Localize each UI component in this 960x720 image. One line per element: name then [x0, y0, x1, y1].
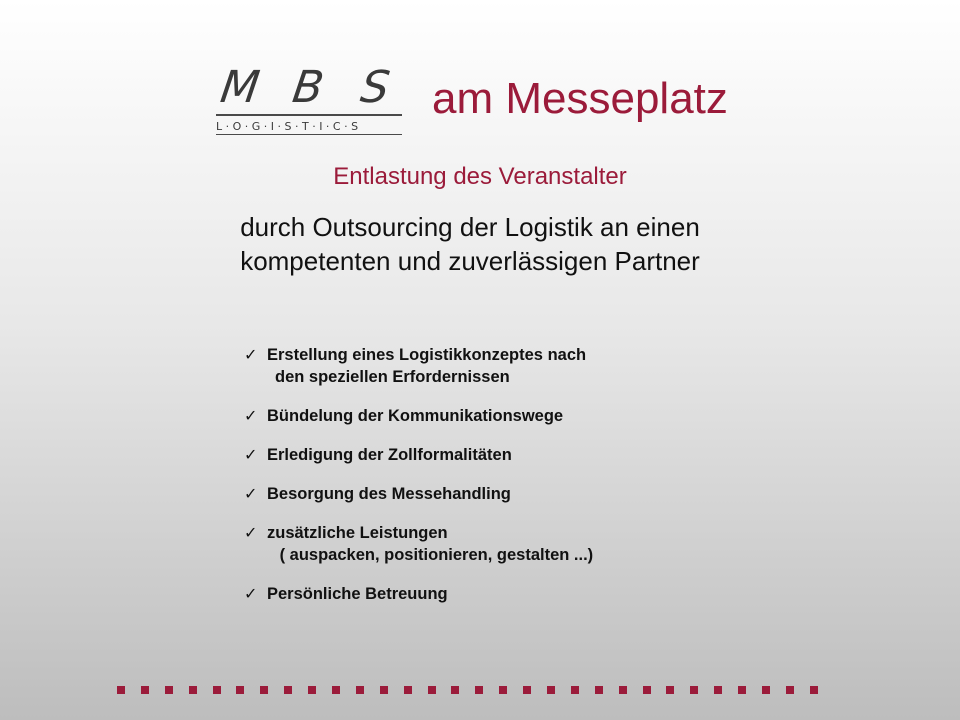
logo-letter-s: S	[357, 62, 393, 113]
decorative-dot	[165, 686, 173, 694]
logo-rule-bottom	[216, 134, 402, 135]
decorative-dot	[141, 686, 149, 694]
page-subtitle: Entlastung des Veranstalter	[333, 163, 627, 190]
decorative-dot	[762, 686, 770, 694]
decorative-dot	[260, 686, 268, 694]
feature-label: Persönliche Betreuung	[267, 585, 448, 603]
decorative-dot	[523, 686, 531, 694]
checkmark-icon: ✓	[244, 523, 258, 542]
checkmark-icon: ✓	[244, 484, 258, 503]
decorative-dot	[213, 686, 221, 694]
decorative-dot	[690, 686, 698, 694]
decorative-dot	[189, 686, 197, 694]
decorative-dot	[499, 686, 507, 694]
feature-detail: ( auspacken, positionieren, gestalten ...)	[275, 546, 594, 564]
logo-tagline: L · O · G · I · S · T · I · C · S	[216, 120, 359, 133]
checkmark-icon: ✓	[244, 406, 258, 425]
feature-label: Erledigung der Zollformalitäten	[267, 446, 512, 464]
decorative-dot	[714, 686, 722, 694]
checkmark-icon: ✓	[244, 584, 258, 603]
checkmark-icon: ✓	[244, 445, 258, 464]
decorative-dot	[428, 686, 436, 694]
decorative-dot	[404, 686, 412, 694]
feature-item	[244, 583, 804, 605]
intro-line-1: durch Outsourcing der Logistik an einen	[240, 212, 700, 242]
decorative-dot	[666, 686, 674, 694]
feature-label: zusätzliche Leistungen	[267, 524, 448, 542]
logo-letter-m: M	[217, 62, 263, 113]
decorative-dot	[643, 686, 651, 694]
feature-item	[244, 444, 804, 466]
decorative-dot	[380, 686, 388, 694]
decorative-dot	[356, 686, 364, 694]
logo-letters	[210, 62, 405, 113]
intro-text	[0, 210, 940, 278]
decorative-dot	[284, 686, 292, 694]
decorative-dot	[308, 686, 316, 694]
logo-letter-b: B	[288, 62, 327, 113]
feature-item	[244, 405, 804, 427]
decorative-dot	[619, 686, 627, 694]
page-title: am Messeplatz	[432, 74, 728, 123]
feature-list	[244, 344, 804, 622]
feature-item	[244, 483, 804, 505]
decorative-dot	[117, 686, 125, 694]
feature-item	[244, 344, 804, 388]
decorative-dot	[786, 686, 794, 694]
decorative-dot	[451, 686, 459, 694]
decorative-dot	[810, 686, 818, 694]
checkmark-icon: ✓	[244, 345, 258, 364]
feature-label: Erstellung eines Logistikkonzeptes nach	[267, 346, 587, 364]
decorative-dot	[236, 686, 244, 694]
decorative-dot	[547, 686, 555, 694]
feature-label: Besorgung des Messehandling	[267, 485, 511, 503]
decorative-dot	[738, 686, 746, 694]
feature-detail: den speziellen Erfordernissen	[275, 368, 510, 386]
intro-line-2: kompetenten und zuverlässigen Partner	[240, 246, 700, 276]
decorative-dot-row	[117, 686, 837, 696]
feature-item	[244, 522, 804, 566]
decorative-dot	[332, 686, 340, 694]
decorative-dot	[475, 686, 483, 694]
mbs-logistics-logo	[210, 62, 405, 136]
decorative-dot	[571, 686, 579, 694]
feature-label: Bündelung der Kommunikationswege	[267, 407, 564, 425]
logo-rule-top	[216, 114, 402, 116]
decorative-dot	[595, 686, 603, 694]
